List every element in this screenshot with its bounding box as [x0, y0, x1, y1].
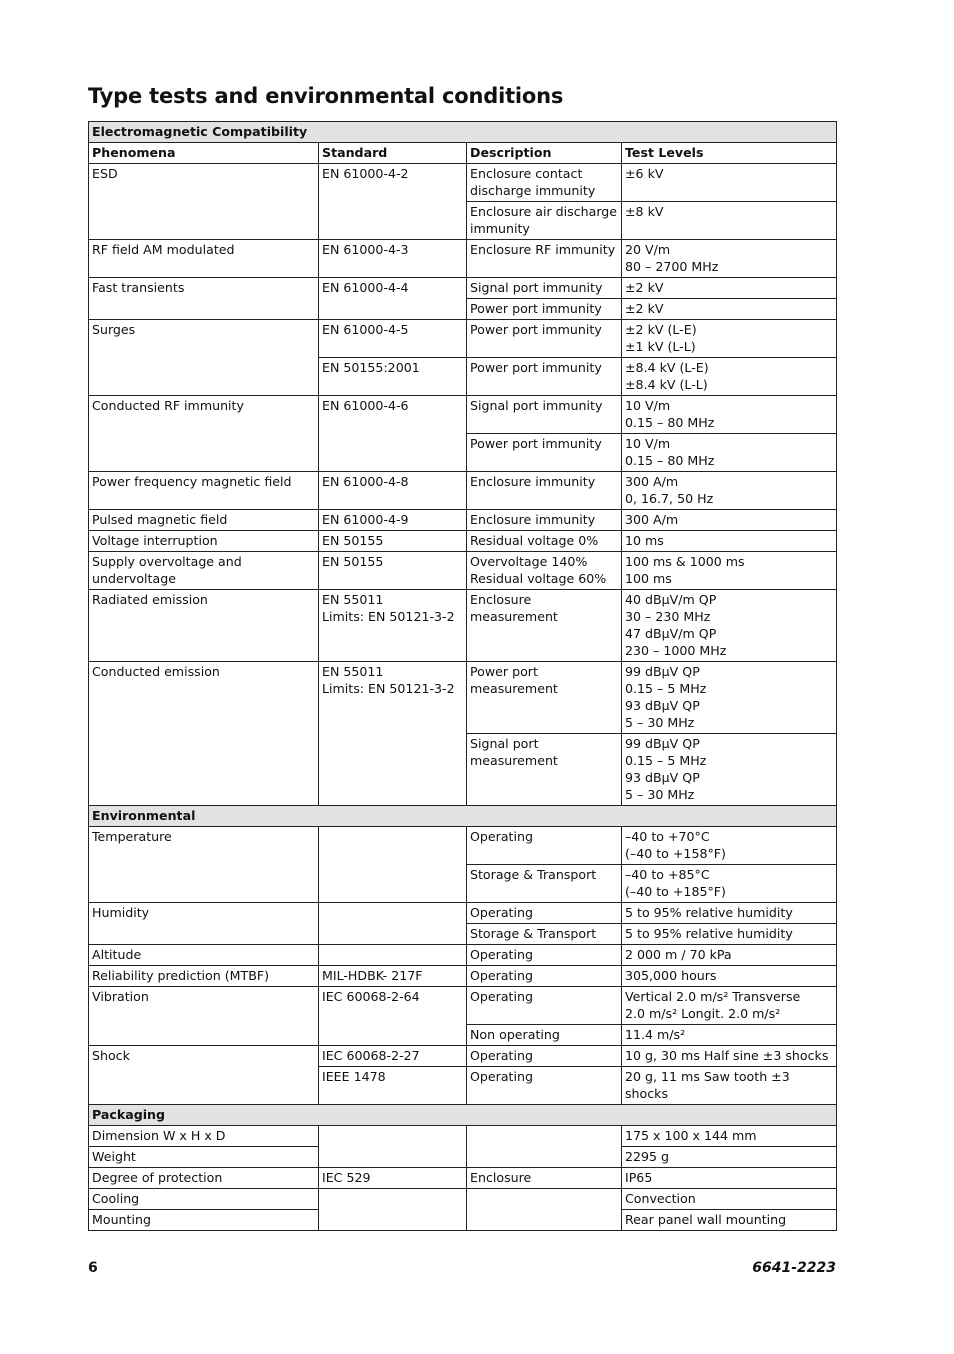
standard-cell: EN 61000-4-6 [319, 396, 467, 472]
description-cell: Power port measurement [467, 662, 622, 734]
phenomena-cell: Voltage interruption [89, 531, 319, 552]
table-row [89, 903, 837, 924]
phenomena-cell: Power frequency magnetic field [89, 472, 319, 510]
standard-cell: EN 61000-4-2 [319, 164, 467, 240]
test-level-cell: 10 g, 30 ms Half sine ±3 shocks [622, 1046, 837, 1067]
section-row [89, 1105, 837, 1126]
table-row [89, 1046, 837, 1067]
test-level-cell: 305,000 hours [622, 966, 837, 987]
type-tests-table [88, 121, 837, 1231]
standard-cell: EN 50155 [319, 552, 467, 590]
description-cell: Operating [467, 945, 622, 966]
description-cell: Power port immunity [467, 434, 622, 472]
description-cell: Signal port immunity [467, 278, 622, 299]
description-cell: Signal port immunity [467, 396, 622, 434]
table-row [89, 1126, 837, 1147]
phenomena-cell: Pulsed magnetic field [89, 510, 319, 531]
test-level-cell: 10 ms [622, 531, 837, 552]
test-level-cell: –40 to +70°C (–40 to +158°F) [622, 827, 837, 865]
test-level-cell: 300 A/m 0, 16.7, 50 Hz [622, 472, 837, 510]
test-level-cell: ±6 kV [622, 164, 837, 202]
description-cell: Power port immunity [467, 299, 622, 320]
phenomena-cell: RF field AM modulated [89, 240, 319, 278]
test-level-cell: 20 g, 11 ms Saw tooth ±3 shocks [622, 1067, 837, 1105]
standard-cell [319, 827, 467, 903]
phenomena-cell: Mounting [89, 1210, 319, 1231]
column-header-row [89, 143, 837, 164]
description-cell: Operating [467, 987, 622, 1025]
section-header-environmental: Environmental [89, 806, 837, 827]
test-level-cell: ±8 kV [622, 202, 837, 240]
test-level-cell: 2295 g [622, 1147, 837, 1168]
description-cell: Storage & Transport [467, 865, 622, 903]
standard-cell: EN 61000-4-9 [319, 510, 467, 531]
table-row [89, 662, 837, 734]
phenomena-cell: Degree of protection [89, 1168, 319, 1189]
test-level-cell: 99 dBµV QP 0.15 – 5 MHz 93 dBµV QP 5 – 30 MHz [622, 734, 837, 806]
description-cell: Enclosure measurement [467, 590, 622, 662]
table-row [89, 320, 837, 358]
test-level-cell: ±2 kV [622, 299, 837, 320]
standard-cell: EN 61000-4-3 [319, 240, 467, 278]
test-level-cell: Convection [622, 1189, 837, 1210]
phenomena-cell: Conducted emission [89, 662, 319, 806]
test-level-cell: 100 ms & 1000 ms 100 ms [622, 552, 837, 590]
section-header-emc: Electromagnetic Compatibility [89, 122, 837, 143]
description-cell: Enclosure RF immunity [467, 240, 622, 278]
table-row [89, 590, 837, 662]
test-level-cell: 5 to 95% relative humidity [622, 903, 837, 924]
description-cell: Enclosure contact discharge immunity [467, 164, 622, 202]
test-level-cell: 11.4 m/s² [622, 1025, 837, 1046]
description-cell: Enclosure air discharge immunity [467, 202, 622, 240]
phenomena-cell: Supply overvoltage and undervoltage [89, 552, 319, 590]
description-cell: Operating [467, 1067, 622, 1105]
description-cell: Power port immunity [467, 320, 622, 358]
test-level-cell: 175 x 100 x 144 mm [622, 1126, 837, 1147]
section-header-packaging: Packaging [89, 1105, 837, 1126]
phenomena-cell: Cooling [89, 1189, 319, 1210]
description-cell: Signal port measurement [467, 734, 622, 806]
table-row [89, 531, 837, 552]
standard-cell: EN 61000-4-4 [319, 278, 467, 320]
phenomena-cell: Reliability prediction (MTBF) [89, 966, 319, 987]
phenomena-cell: Radiated emission [89, 590, 319, 662]
table-row [89, 164, 837, 202]
description-cell: Power port immunity [467, 358, 622, 396]
column-header-phenomena: Phenomena [89, 143, 319, 164]
table-row [89, 945, 837, 966]
description-cell: Operating [467, 1046, 622, 1067]
description-cell: Operating [467, 903, 622, 924]
table-row [89, 510, 837, 531]
table-row [89, 472, 837, 510]
standard-cell: EN 50155 [319, 531, 467, 552]
description-cell [467, 1126, 622, 1168]
section-row [89, 122, 837, 143]
description-cell: Storage & Transport [467, 924, 622, 945]
test-level-cell: ±2 kV (L-E) ±1 kV (L-L) [622, 320, 837, 358]
test-level-cell: 5 to 95% relative humidity [622, 924, 837, 945]
standard-cell: IEC 60068-2-27 [319, 1046, 467, 1067]
test-level-cell: 2 000 m / 70 kPa [622, 945, 837, 966]
description-cell: Non operating [467, 1025, 622, 1046]
test-level-cell: –40 to +85°C (–40 to +185°F) [622, 865, 837, 903]
table-row [89, 1168, 837, 1189]
phenomena-cell: Weight [89, 1147, 319, 1168]
column-header-test-levels: Test Levels [622, 143, 837, 164]
test-level-cell: ±2 kV [622, 278, 837, 299]
standard-cell: MIL-HDBK- 217F [319, 966, 467, 987]
description-cell: Enclosure [467, 1168, 622, 1189]
test-level-cell: IP65 [622, 1168, 837, 1189]
standard-cell [319, 903, 467, 945]
table-row [89, 552, 837, 590]
standard-cell: EN 50155:2001 [319, 358, 467, 396]
phenomena-cell: Temperature [89, 827, 319, 903]
phenomena-cell: Conducted RF immunity [89, 396, 319, 472]
description-cell: Operating [467, 827, 622, 865]
description-cell: Operating [467, 966, 622, 987]
test-level-cell: 10 V/m 0.15 – 80 MHz [622, 396, 837, 434]
column-header-description: Description [467, 143, 622, 164]
table-row [89, 240, 837, 278]
standard-cell: EN 61000-4-5 [319, 320, 467, 358]
description-cell: Enclosure immunity [467, 510, 622, 531]
table-row [89, 966, 837, 987]
standard-cell: IEC 529 [319, 1168, 467, 1189]
description-cell: Residual voltage 0% [467, 531, 622, 552]
standard-cell: EN 61000-4-8 [319, 472, 467, 510]
phenomena-cell: Vibration [89, 987, 319, 1046]
standard-cell [319, 945, 467, 966]
table-row [89, 1189, 837, 1210]
phenomena-cell: Dimension W x H x D [89, 1126, 319, 1147]
test-level-cell: 40 dBµV/m QP 30 – 230 MHz 47 dBµV/m QP 230 – 1000 MHz [622, 590, 837, 662]
table-row [89, 278, 837, 299]
table-row [89, 987, 837, 1025]
table-row [89, 396, 837, 434]
description-cell: Enclosure immunity [467, 472, 622, 510]
standard-cell: EN 55011 Limits: EN 50121-3-2 [319, 662, 467, 806]
page-number: 6 [88, 1260, 98, 1276]
test-level-cell: 10 V/m 0.15 – 80 MHz [622, 434, 837, 472]
standard-cell [319, 1189, 467, 1231]
document-number: 6641-2223 [752, 1260, 836, 1276]
phenomena-cell: Humidity [89, 903, 319, 945]
page-title: Type tests and environmental conditions [88, 84, 564, 108]
test-level-cell: 300 A/m [622, 510, 837, 531]
phenomena-cell: Altitude [89, 945, 319, 966]
standard-cell [319, 1126, 467, 1168]
phenomena-cell: ESD [89, 164, 319, 240]
table-row [89, 827, 837, 865]
standard-cell: IEEE 1478 [319, 1067, 467, 1105]
phenomena-cell: Surges [89, 320, 319, 396]
phenomena-cell: Shock [89, 1046, 319, 1105]
standard-cell: EN 55011 Limits: EN 50121-3-2 [319, 590, 467, 662]
test-level-cell: 99 dBµV QP 0.15 – 5 MHz 93 dBµV QP 5 – 30 MHz [622, 662, 837, 734]
test-level-cell: ±8.4 kV (L-E) ±8.4 kV (L-L) [622, 358, 837, 396]
test-level-cell: Rear panel wall mounting [622, 1210, 837, 1231]
standard-cell: IEC 60068-2-64 [319, 987, 467, 1046]
phenomena-cell: Fast transients [89, 278, 319, 320]
column-header-standard: Standard [319, 143, 467, 164]
section-row [89, 806, 837, 827]
test-level-cell: Vertical 2.0 m/s² Transverse 2.0 m/s² Longit. 2.0 m/s² [622, 987, 837, 1025]
test-level-cell: 20 V/m 80 – 2700 MHz [622, 240, 837, 278]
description-cell: Overvoltage 140% Residual voltage 60% [467, 552, 622, 590]
description-cell [467, 1189, 622, 1231]
